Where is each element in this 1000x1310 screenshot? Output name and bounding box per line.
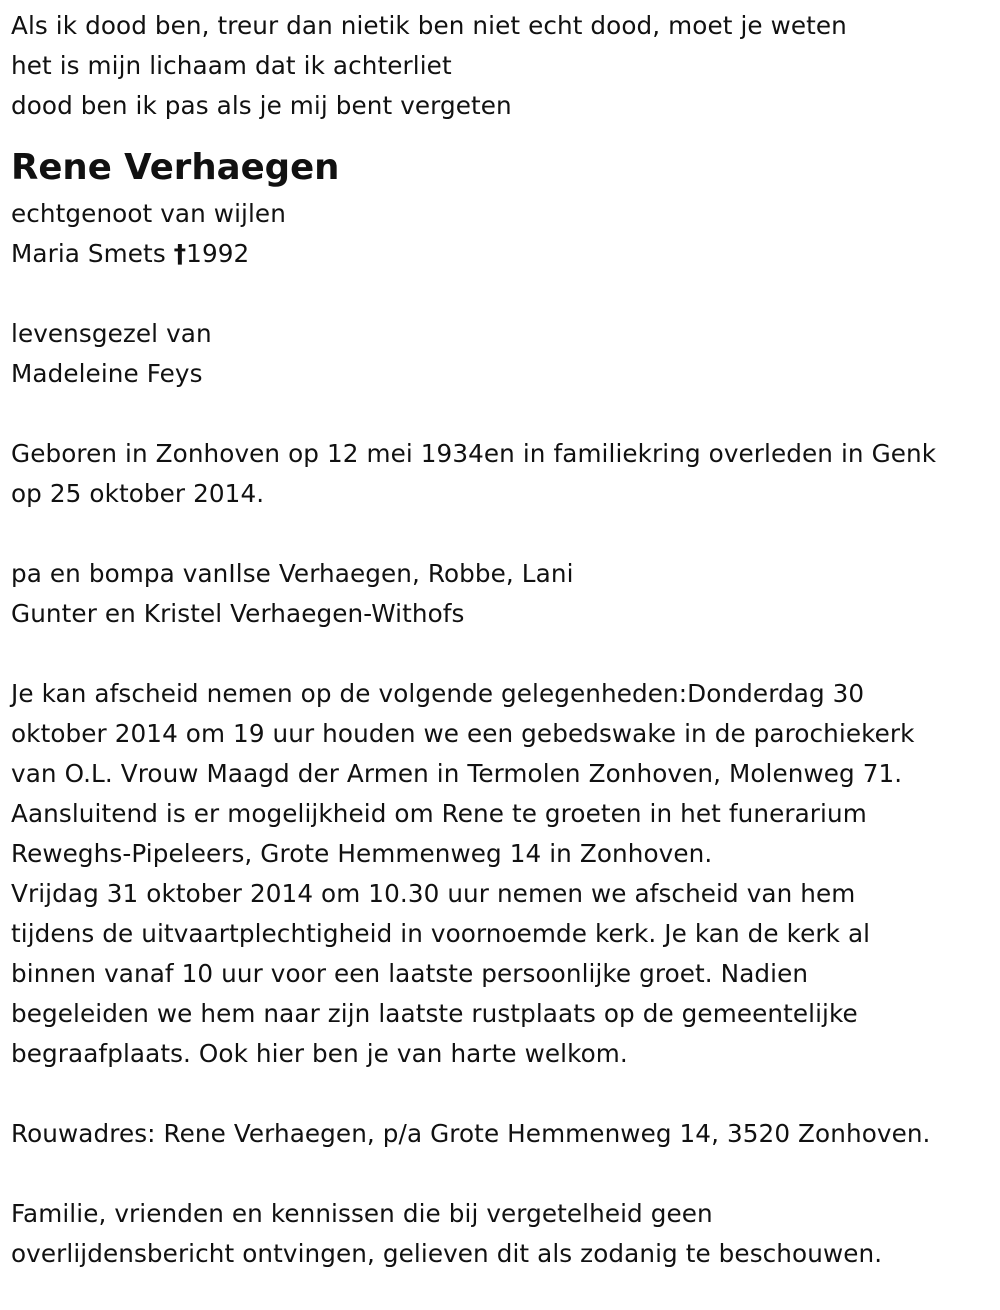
birth-death-line-1: Geboren in Zonhoven op 12 mei 1934en in familiekring overleden in Genk xyxy=(11,439,937,468)
farewell-line: oktober 2014 om 19 uur houden we een gebedswake in de parochiekerk xyxy=(11,719,915,748)
poem-line-3: dood ben ik pas als je mij bent vergeten xyxy=(11,91,512,120)
spacer xyxy=(11,514,1000,554)
deceased-name: Rene Verhaegen xyxy=(11,147,340,188)
farewell-line: van O.L. Vrouw Maagd der Armen in Termolen Zonhoven, Molenweg 71. xyxy=(11,759,903,788)
farewell-line: Je kan afscheid nemen op de volgende gelegenheden:Donderdag 30 xyxy=(11,679,865,708)
farewell-line: begeleiden we hem naar zijn laatste rustplaats op de gemeentelijke xyxy=(11,999,858,1028)
poem-line-1: Als ik dood ben, treur dan nietik ben niet echt dood, moet je weten xyxy=(11,11,847,40)
spacer xyxy=(11,1074,1000,1114)
closing-line-2: overlijdensbericht ontvingen, gelieven dit als zodanig te beschouwen. xyxy=(11,1239,883,1268)
family-line-2: Gunter en Kristel Verhaegen-Withofs xyxy=(11,599,465,628)
partner-name: Madeleine Feys xyxy=(11,359,203,388)
farewell-line: binnen vanaf 10 uur voor een laatste persoonlijke groet. Nadien xyxy=(11,959,809,988)
farewell-line: Aansluitend is er mogelijkheid om Rene te groeten in het funerarium xyxy=(11,799,867,828)
spouse-label: echtgenoot van wijlen xyxy=(11,199,286,228)
spouse-name: Maria Smets xyxy=(11,239,174,268)
spouse-line xyxy=(11,234,1000,274)
family-info xyxy=(11,554,1000,634)
poem xyxy=(11,6,1000,126)
farewell-line: tijdens de uitvaartplechtigheid in voornoemde kerk. Je kan de kerk al xyxy=(11,919,871,948)
spouse-death-year: 1992 xyxy=(186,239,250,268)
farewell-line: Reweghs-Pipeleers, Grote Hemmenweg 14 in Zonhoven. xyxy=(11,839,713,868)
cross-icon: † xyxy=(173,239,187,268)
spacer xyxy=(11,1154,1000,1194)
farewell-line: begraafplaats. Ook hier ben je van harte welkom. xyxy=(11,1039,628,1068)
partner-label: levensgezel van xyxy=(11,319,212,348)
closing-note xyxy=(11,1194,1000,1274)
birth-death-line-2: op 25 oktober 2014. xyxy=(11,479,265,508)
spouse-info xyxy=(11,194,1000,274)
spacer xyxy=(11,274,1000,314)
partner-info xyxy=(11,314,1000,394)
spacer xyxy=(11,394,1000,434)
farewell-line: Vrijdag 31 oktober 2014 om 10.30 uur nemen we afscheid van hem xyxy=(11,879,856,908)
spacer xyxy=(11,634,1000,674)
poem-line-2: het is mijn lichaam dat ik achterliet xyxy=(11,51,452,80)
closing-line-1: Familie, vrienden en kennissen die bij vergetelheid geen xyxy=(11,1199,713,1228)
birth-death-info xyxy=(11,434,1000,514)
family-line-1: pa en bompa vanIlse Verhaegen, Robbe, Lani xyxy=(11,559,574,588)
mourning-address: Rouwadres: Rene Verhaegen, p/a Grote Hemmenweg 14, 3520 Zonhoven. xyxy=(11,1119,931,1148)
farewell-info xyxy=(11,674,1000,1074)
